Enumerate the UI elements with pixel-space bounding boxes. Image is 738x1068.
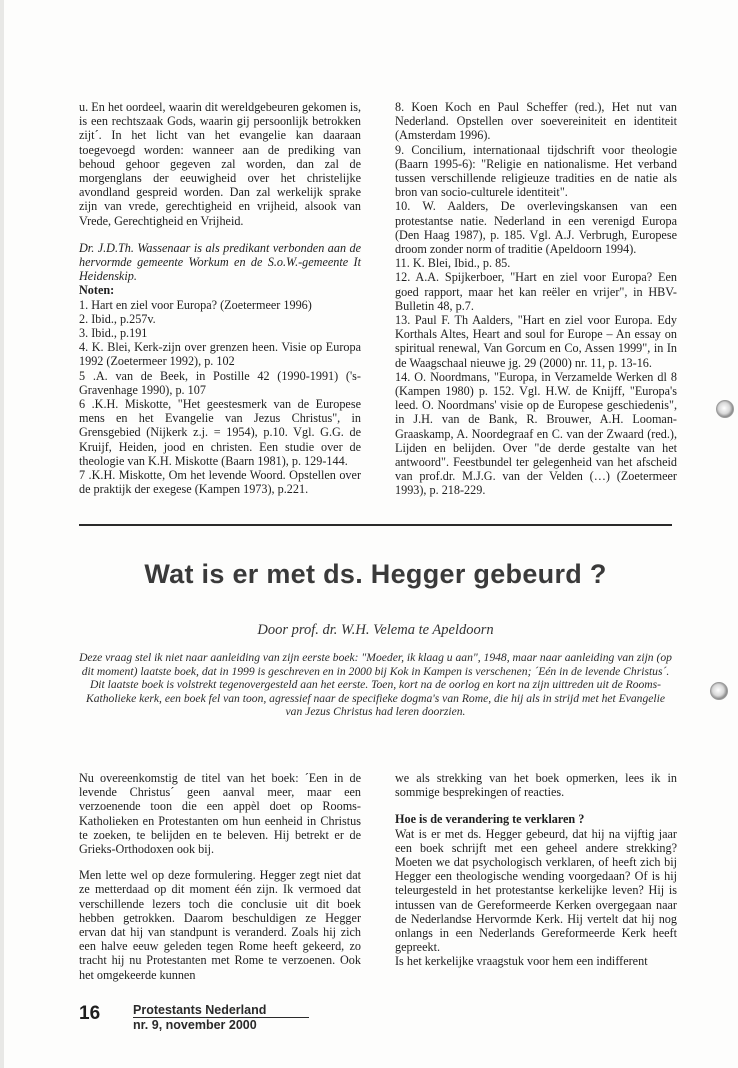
page-number: 16 [79,1003,101,1024]
note-13: 13. Paul F. Th Aalders, "Hart en ziel voor Europa. Edy Korthals Altes, Heart and soul for Europe – An essay on spiritual renewal, Van Gorcum en Co, Assen 1999", in In de Waagschaal nieuwe jg. 29 (2000) nr. 11, p. 13-16. [395,313,677,370]
article-title: Wat is er met ds. Hegger gebeurd ? [144,559,607,589]
body-paragraph-1: Nu overeenkomstig de titel van het boek: ´Een in de levende Christus´ geen aanval meer, maar een verzoenende toon die een appèl doet op Rooms-Katholieken en Protestanten om hun eenheid in Christus te zoeken, te belijden en te beleven. Hij betrekt er de Grieks-Orthodoxen ook bij. [79,771,361,857]
note-4: 4. K. Blei, Kerk-zijn over grenzen heen. Visie op Europa 1992 (Zoetermeer 1992), p. 102 [79,340,361,369]
body-paragraph-5: Is het kerkelijke vraagstuk voor hem een indifferent [395,954,648,969]
body-paragraph-2: Men lette wel op deze formulering. Hegger zegt niet dat ze metterdaad op dit moment één zijn. Ik vermoed dat verschillende lezers toch die conclusie uit dit boek hebben getrokken. Daarom beschuldigen ze Hegger ervan dat hij van standpunt is veranderd. Zoals hij zich een halve eeuw geleden tegen Rome heeft gekeerd, zo tracht hij nu Protestanten met Rome te verzoenen. Ook het omgekeerde kunnen [79,868,361,982]
intro-paragraph-1: Deze vraag stel ik niet naar aanleiding van zijn eerste boek: "Moeder, ik klaag u aan", 1948, maar naar aanleiding van zijn (op dit moment) laatste boek, dat in 1999 is geschreven en in 2000 bij Kok in Kampen is verschenen; ´Eén in de levende Christus´. [79,651,672,678]
section-divider [79,524,672,526]
body-left-column [79,771,361,982]
top-right-column [395,100,677,498]
punch-hole-icon [716,400,734,418]
note-10: 10. W. Aalders, De overlevingskansen van een protestantse natie. Nederland in een verenigd Europa (Den Haag 1987), p. 185. Vgl. A.J. Verbrugh, Europese droom zonder norm of traditie (Apeldoorn 1994). [395,199,677,257]
body-paragraph-3: we als strekking van het boek opmerken, lees ik in sommige besprekingen of reacties. [395,771,677,800]
note-1: 1. Hart en ziel voor Europa? (Zoetermeer 1996) [79,297,312,312]
issue-info: nr. 9, november 2000 [133,1018,257,1032]
punch-hole-icon [710,682,728,700]
footer-publication [133,1003,309,1032]
note-5: 5 .A. van de Beek, in Postille 42 (1990-1991) ('s-Gravenhage 1990), p. 107 [79,368,361,397]
article-byline: Door prof. dr. W.H. Velema te Apeldoorn [257,622,494,638]
subheading: Hoe is de verandering te verklaren ? [395,812,585,827]
top-left-column [79,100,361,496]
body-right-column [395,771,677,969]
note-11: 11. K. Blei, Ibid., p. 85. [395,256,511,271]
closing-paragraph: u. En het oordeel, waarin dit wereldgebeuren gekomen is, is een rechtszaak Gods, waarin gij persoonlijk betrokken zijt´. In het licht van het evangelie kan daaraan toegevoegd worden: wanneer aan de prediking van behoud gehoor gegeven zal worden, dan zal de morgenglans der eeuwigheid over het christelijke avondland gespreid worden. Dan zal werkelijk sprake zijn van vrede, gerechtigheid en vrijheid, alsook van Vrede, Gerechtigheid en Vrijheid. [79,100,361,228]
note-3: 3. Ibid., p.191 [79,326,148,341]
article-intro [79,651,672,719]
body-paragraph-4: Wat is er met ds. Hegger gebeurd, dat hij na vijftig jaar een boek schrijft met een geheel andere strekking? Moeten we dat psychologisch verklaren, of heeft zich bij Hegger een theologische wending voorgedaan? Of is hij teleurgesteld in het protestantse kerkelijke leven? Hij is intussen van de Gereformeerde Kerken overgegaan naar de Nederlandse Hervormde Kerk. Hij vertelt dat hij nog onlangs in een Nederlands Gereformeerde Kerk heeft gepreekt. [395,826,677,955]
note-7: 7 .K.H. Miskotte, Om het levende Woord. Opstellen over de praktijk der exegese (Kampen 1973), p.221. [79,468,361,497]
publication-name: Protestants Nederland [133,1003,309,1018]
intro-paragraph-2: Dit laatste boek is volstrekt tegenovergesteld aan het eerste. Toen, kort na de oorlog en kort na zijn uittreden uit de Rooms-Katholieke kerk, een boek fel van toon, agressief naar de specifieke dogma's van Rome, die hij als in strijd met het Evangelie van Jezus Christus had leren doorzien. [85,678,665,719]
note-14: 14. O. Noordmans, "Europa, in Verzamelde Werken dl 8 (Kampen 1980) p. 152. Vgl. H.W. de Knijff, "Europa's leed. O. Noordmans' visie op de Europese geschiedenis", in J.H. van de Bank, R. Brouwer, A.H. Looman-Graaskamp, A. Noordegraaf en C. van der Zwaard (red.), Lijden en belijden. Over "de derde gestalte van het antwoord". Feestbundel ter gelegenheid van het afscheid van prof.dr. M.J.G. van der Velden (…) (Zoetermeer 1993), p. 218-229. [395,369,677,498]
note-12: 12. A.A. Spijkerboer, "Hart en ziel voor Europa? Een goed rapport, maar het kan reëler en vrijer", in HBV-Bulletin 48, p.7. [395,270,677,313]
notes-heading: Noten: [79,283,115,298]
page-edge [0,0,4,1068]
note-8: 8. Koen Koch en Paul Scheffer (red.), Het nut van Nederland. Opstellen over soevereiniteit en identiteit (Amsterdam 1996). [395,100,677,143]
author-note: Dr. J.D.Th. Wassenaar is als predikant verbonden aan de hervormde gemeente Workum en de S.o.W.-gemeente It Heidenskip. [79,240,361,284]
note-9: 9. Concilium, internationaal tijdschrift voor theologie (Baarn 1995-6): "Religie en nationalisme. Het verband tussen verschillende religieuze tradities en de natie als bron van socio-culturele identiteit". [395,142,677,200]
note-2: 2. Ibid., p.257v. [79,311,156,326]
note-6: 6 .K.H. Miskotte, "Het geestesmerk van de Europese mens en het Evangelie van Jezus Christus", in Grensgebied (Nijkerk z.j. = 1954), p.10. Vgl. G.G. de Kruijf, Heiden, jood en christen. Een studie over de theologie van K.H. Miskotte (Baarn 1981), p. 129-144. [79,397,361,468]
